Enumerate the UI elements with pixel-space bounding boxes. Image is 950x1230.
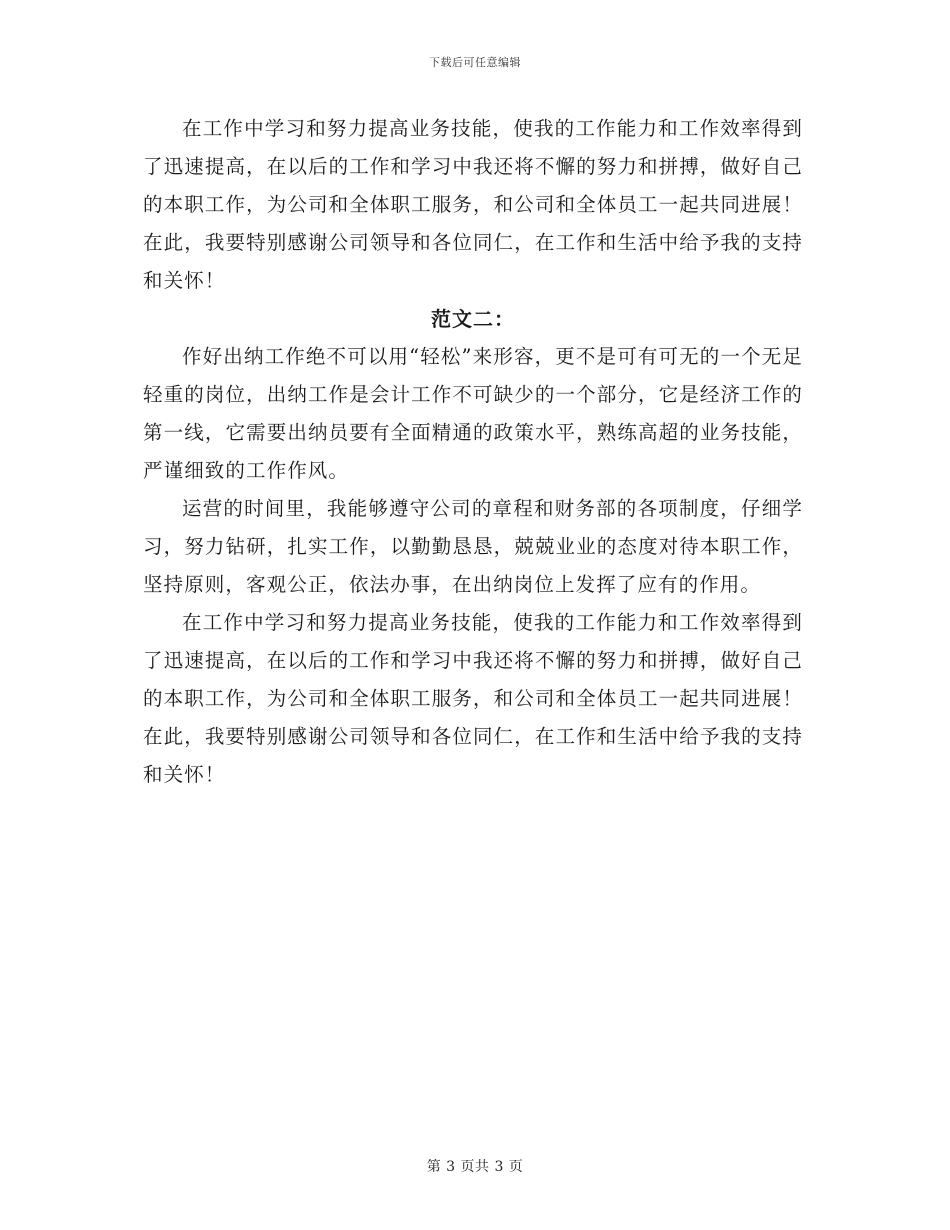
- document-body: [143, 110, 803, 794]
- page-header: 下载后可任意编辑: [429, 56, 521, 69]
- paragraph-1: 在工作中学习和努力提高业务技能，使我的工作能力和工作效率得到了迅速提高，在以后的工作和学习中我还将不懈的努力和拼搏，做好自己的本职工作，为公司和全体职工服务，和公司和全体员工一起共同进展！在此，我要特别感谢公司领导和各位同仁，在工作和生活中给予我的支持和关怀！: [143, 117, 803, 292]
- page-number-footer: 第 3 页共 3 页: [426, 1159, 524, 1175]
- paragraph-4: 在工作中学习和努力提高业务技能，使我的工作能力和工作效率得到了迅速提高，在以后的工作和学习中我还将不懈的努力和拼搏，做好自己的本职工作，为公司和全体职工服务，和公司和全体员工一起共同进展！在此，我要特别感谢公司领导和各位同仁，在工作和生活中给予我的支持和关怀！: [143, 611, 803, 786]
- section-heading: 范文二：: [431, 307, 515, 331]
- paragraph-3: 运营的时间里，我能够遵守公司的章程和财务部的各项制度，仔细学习，努力钻研，扎实工作，以勤勤恳恳，兢兢业业的态度对待本职工作，坚持原则，客观公正，依法办事，在出纳岗位上发挥了应有的作用。: [143, 497, 803, 596]
- paragraph-2: 作好出纳工作绝不可以用“轻松”来形容，更不是可有可无的一个无足轻重的岗位，出纳工作是会计工作不可缺少的一个部分，它是经济工作的第一线，它需要出纳员要有全面精通的政策水平，熟练高超的业务技能，严谨细致的工作作风。: [143, 345, 803, 482]
